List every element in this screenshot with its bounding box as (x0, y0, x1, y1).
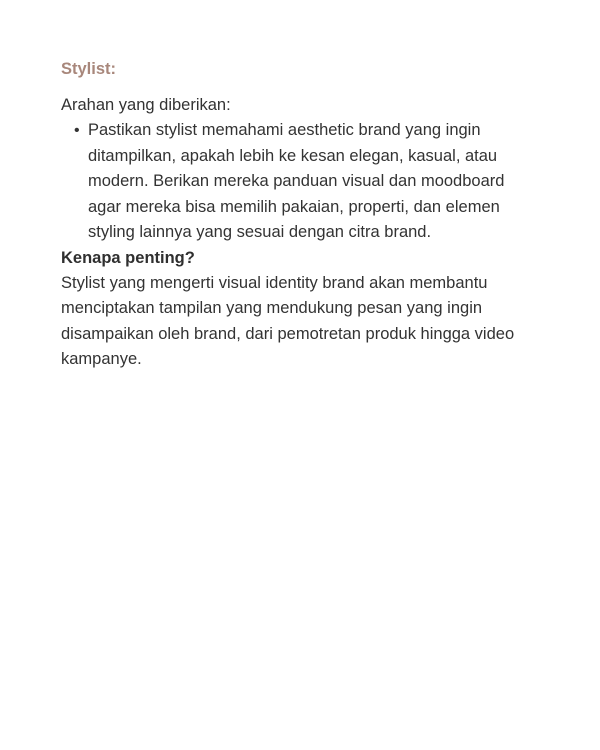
document-page (61, 57, 541, 373)
intro-line: Arahan yang diberikan: (61, 96, 231, 114)
bullet-icon: • (74, 122, 80, 139)
section-heading: Stylist: (61, 60, 117, 78)
bullet-list (61, 118, 541, 246)
why-heading: Kenapa penting? (61, 248, 195, 267)
list-item (61, 118, 541, 246)
list-item-text: Pastikan stylist memahami aesthetic brand yang ingin ditampilkan, apakah lebih ke kesan elegan, kasual, atau modern. Berikan mereka panduan visual dan moodboard agar mereka bisa memilih pakaian, properti, dan elemen styling lainnya yang sesuai dengan citra brand. (88, 121, 505, 241)
why-paragraph: Stylist yang mengerti visual identity brand akan membantu menciptakan tampilan yang mendukung pesan yang ingin disampaikan oleh brand, dari pemotretan produk hingga video kampanye. (61, 273, 515, 368)
